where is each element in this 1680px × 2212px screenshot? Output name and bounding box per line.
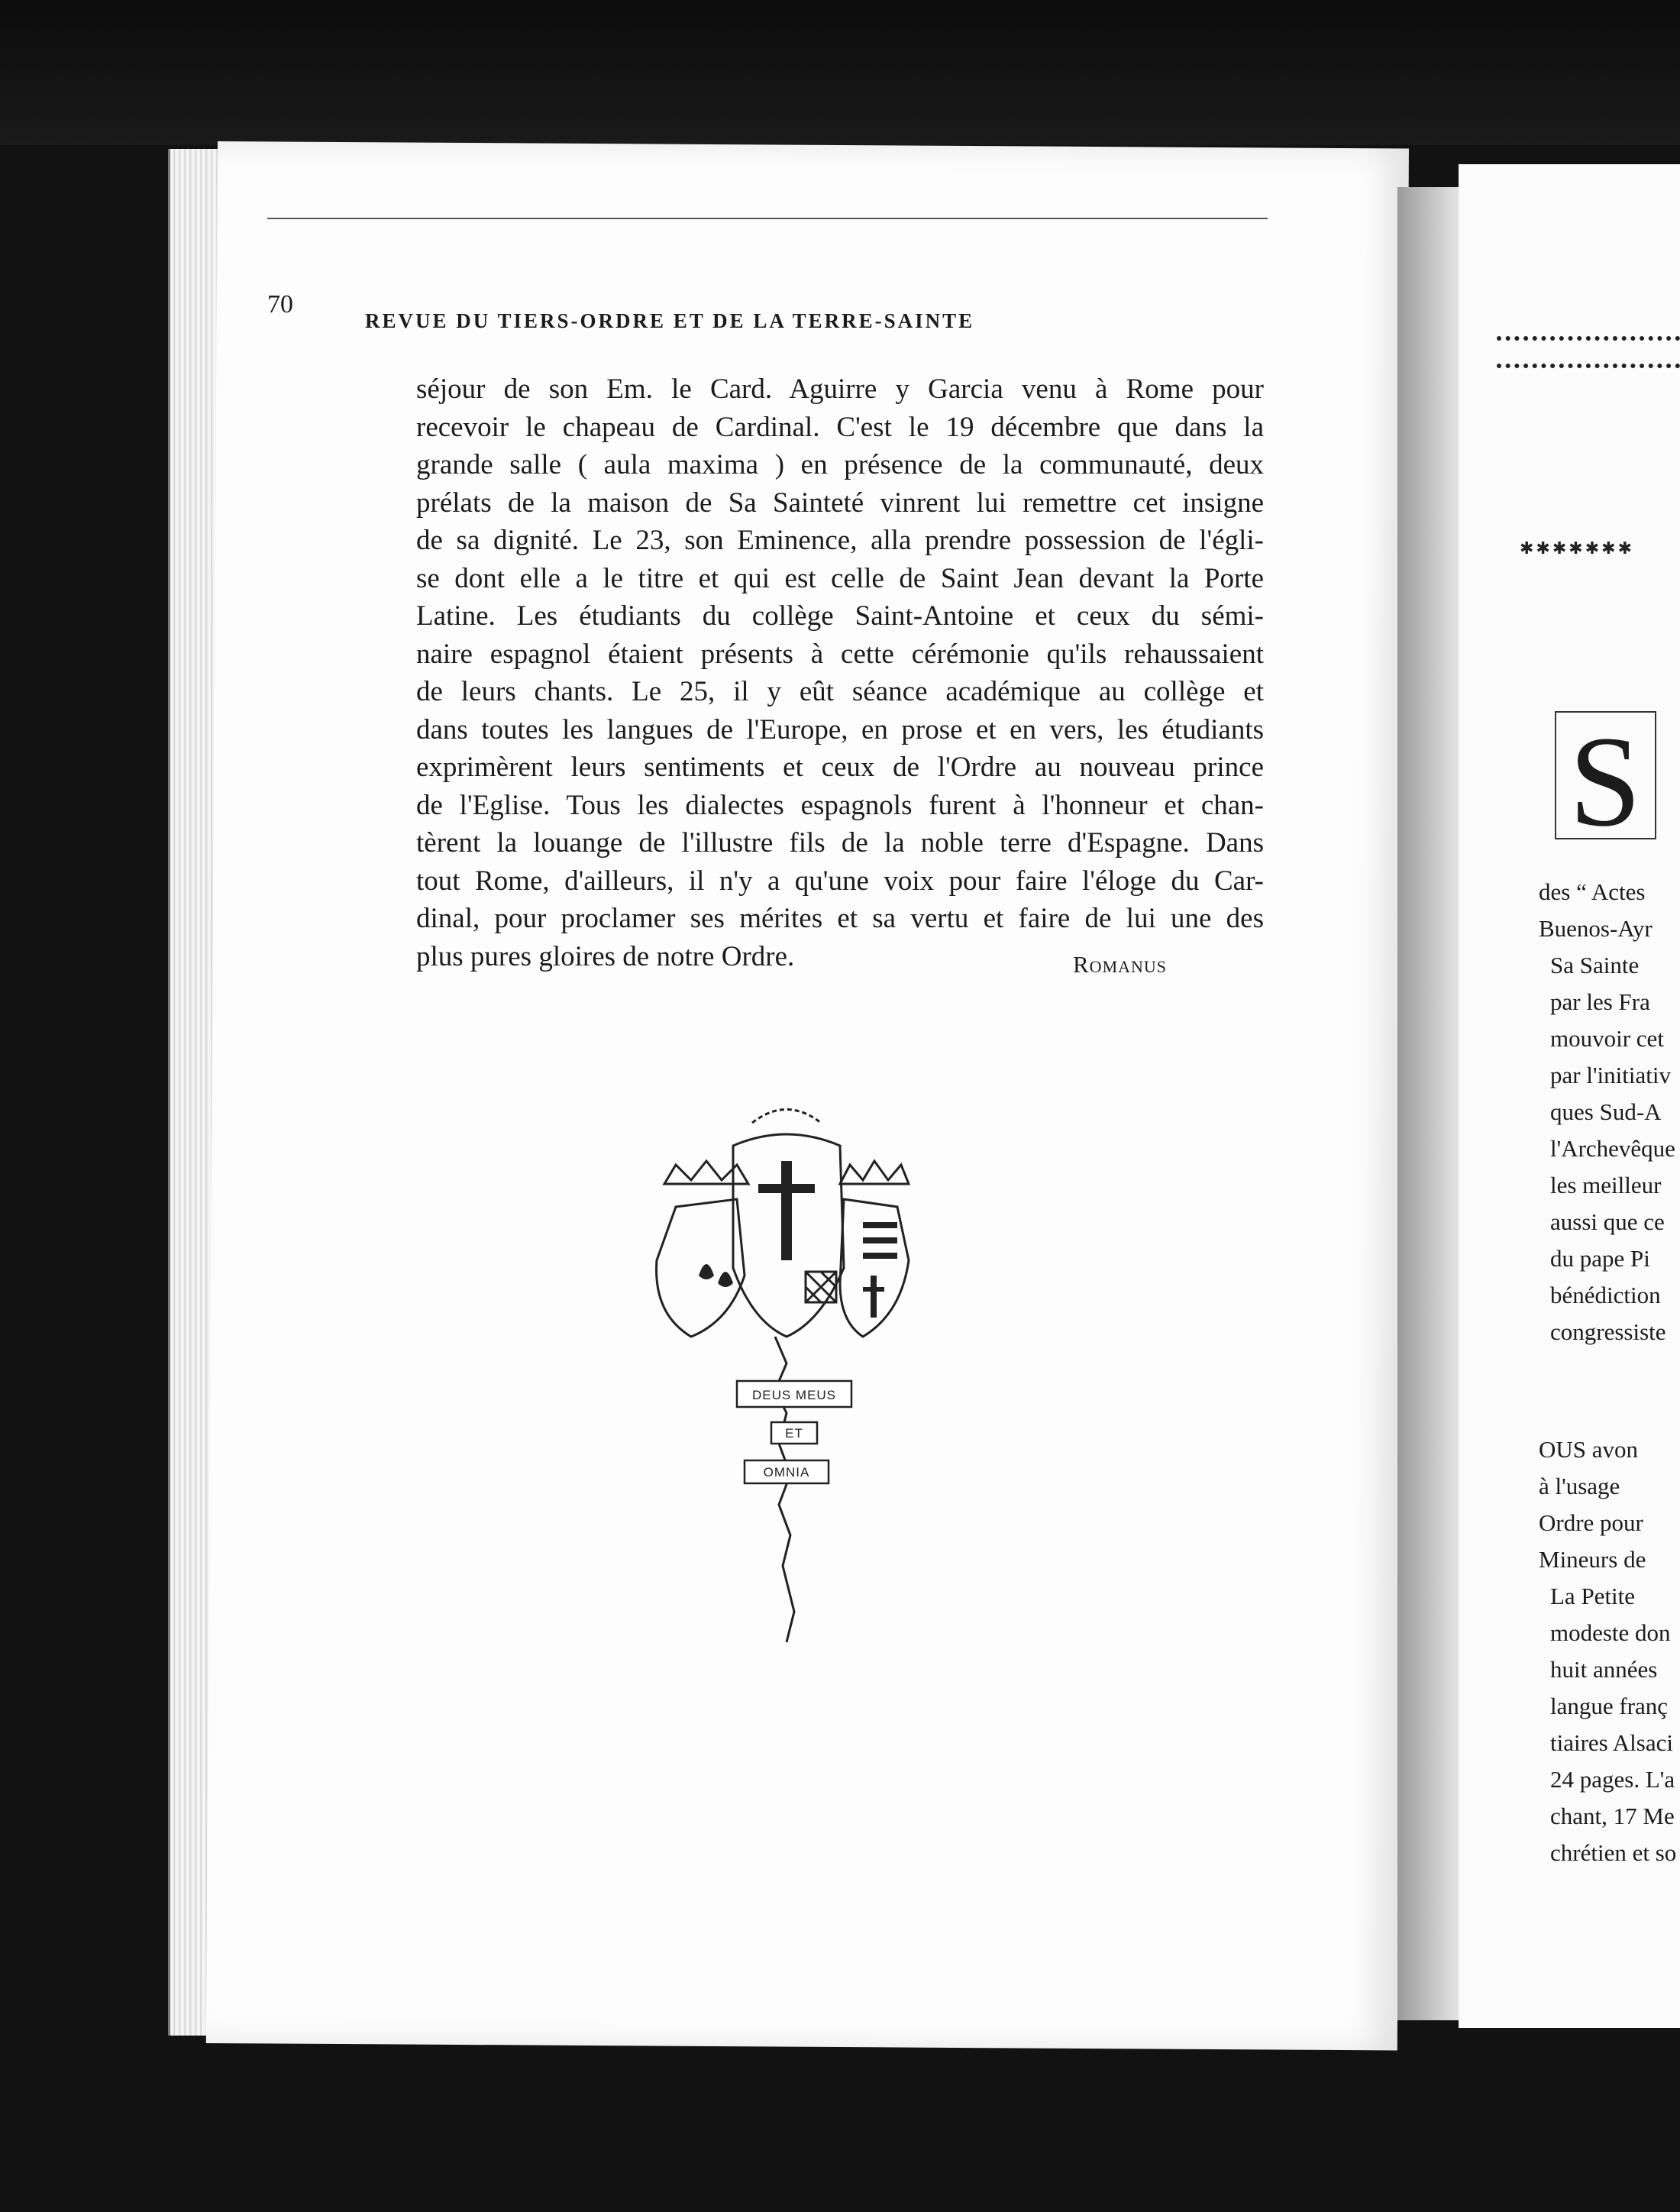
article-text [416,370,1264,975]
right-text-line: du pape Pi [1550,1245,1650,1272]
page-number: 70 [267,290,293,319]
text-line: plus pures gloires de notre Ordre. [416,940,795,972]
text-line: tèrent la louange de l'illustre fils de la noble terre d'Espagne. Dans [416,827,1264,859]
right-text-line: par l'initiativ [1550,1062,1671,1088]
dropcap-letter: S [1569,710,1642,840]
right-text-line: Sa Sainte [1550,952,1640,978]
motto-line-2: ET [785,1426,803,1441]
background-shadow [0,0,1680,145]
right-text-line: OUS avon [1539,1436,1639,1463]
right-text-line: modeste don [1550,1619,1671,1646]
running-head [267,157,1268,332]
text-line: dans toutes les langues de l'Europe, en prose et en vers, les étudiants [416,713,1264,745]
text-line: de l'Eglise. Tous les dialectes espagnols furent à l'honneur et chan- [416,789,1264,821]
right-text-line: chant, 17 Me [1550,1803,1675,1829]
right-text-line: ques Sud-A [1550,1098,1662,1125]
right-text-line: bénédiction [1550,1282,1661,1308]
text-line: recevoir le chapeau de Cardinal. C'est le 19 décembre que dans la [416,411,1264,443]
right-text-line: chrétien et so [1550,1839,1677,1866]
star-ornament-row: ✱✱✱✱✱✱✱ [1520,538,1635,558]
right-text-line: Ordre pour [1539,1509,1643,1536]
right-text-line: à l'usage [1539,1473,1620,1499]
right-text-line: La Petite [1550,1583,1636,1609]
right-text-line: l'Archevêque [1550,1135,1675,1162]
text-line: grande salle ( aula maxima ) en présence de la communauté, deux [416,449,1264,480]
motto-line-3: OMNIA [763,1465,810,1480]
running-head-title: REVUE DU TIERS-ORDRE ET DE LA TERRE-SAINTE [365,309,975,332]
right-text-line: des “ Actes [1539,878,1646,905]
right-text-line: aussi que ce [1550,1208,1665,1235]
text-line: exprimèrent leurs sentiments et ceux de l'Ordre au nouveau prince [416,752,1264,783]
left-shield [657,1199,745,1337]
right-crown-icon [840,1161,909,1184]
right-text-line: Mineurs de [1539,1546,1646,1573]
right-text-line: congressiste [1550,1318,1666,1345]
right-text-line: Buenos-Ayr [1539,915,1653,942]
fleur-de-lis-icon [699,1264,714,1279]
right-text-line: 24 pages. L'a [1550,1766,1675,1793]
text-line: se dont elle a le titre et qui est celle de Saint Jean devant la Porte [416,562,1264,594]
text-line: naire espagnol étaient présents à cette cérémonie qu'ils rehaussaient [416,638,1264,670]
fleur-de-lis-icon [718,1272,733,1287]
text-line: Latine. Les étudiants du collège Saint-Antoine et ceux du sémi- [416,600,1264,632]
text-line: séjour de son Em. le Card. Aguirre y Garcia venu à Rome pour [416,374,1264,405]
text-line: tout Rome, d'ailleurs, il n'y a qu'une voix pour faire l'éloge du Car- [416,865,1264,897]
text-line: de sa dignité. Le 23, son Eminence, alla prendre possession de l'égli- [416,525,1264,556]
header-ornament [1497,336,1680,368]
right-text-line: mouvoir cet [1550,1025,1664,1052]
crown-of-thorns-icon [752,1110,821,1124]
motto-scroll [737,1381,851,1483]
coat-of-arms-emblem [645,1092,981,1673]
dropcap-s-ornament [1554,710,1657,840]
text-line: dinal, pour proclamer ses mérites et sa vertu et faire de lui une des [416,903,1264,934]
author-signature: Romanus [1073,951,1168,978]
motto-line-1: DEUS MEUS [751,1388,837,1402]
right-text-line: les meilleur [1550,1172,1662,1198]
right-text-line: par les Fra [1550,988,1650,1015]
right-text-line: huit années [1550,1656,1658,1683]
text-line: prélats de la maison de Sa Sainteté vinrent lui remettre cet insigne [416,487,1264,519]
text-line: de leurs chants. Le 25, il y eût séance académique au collège et [416,676,1264,707]
right-text-line: langue franç [1550,1693,1669,1719]
left-crown-icon [664,1161,748,1184]
right-text-line: tiaires Alsaci [1550,1729,1673,1756]
